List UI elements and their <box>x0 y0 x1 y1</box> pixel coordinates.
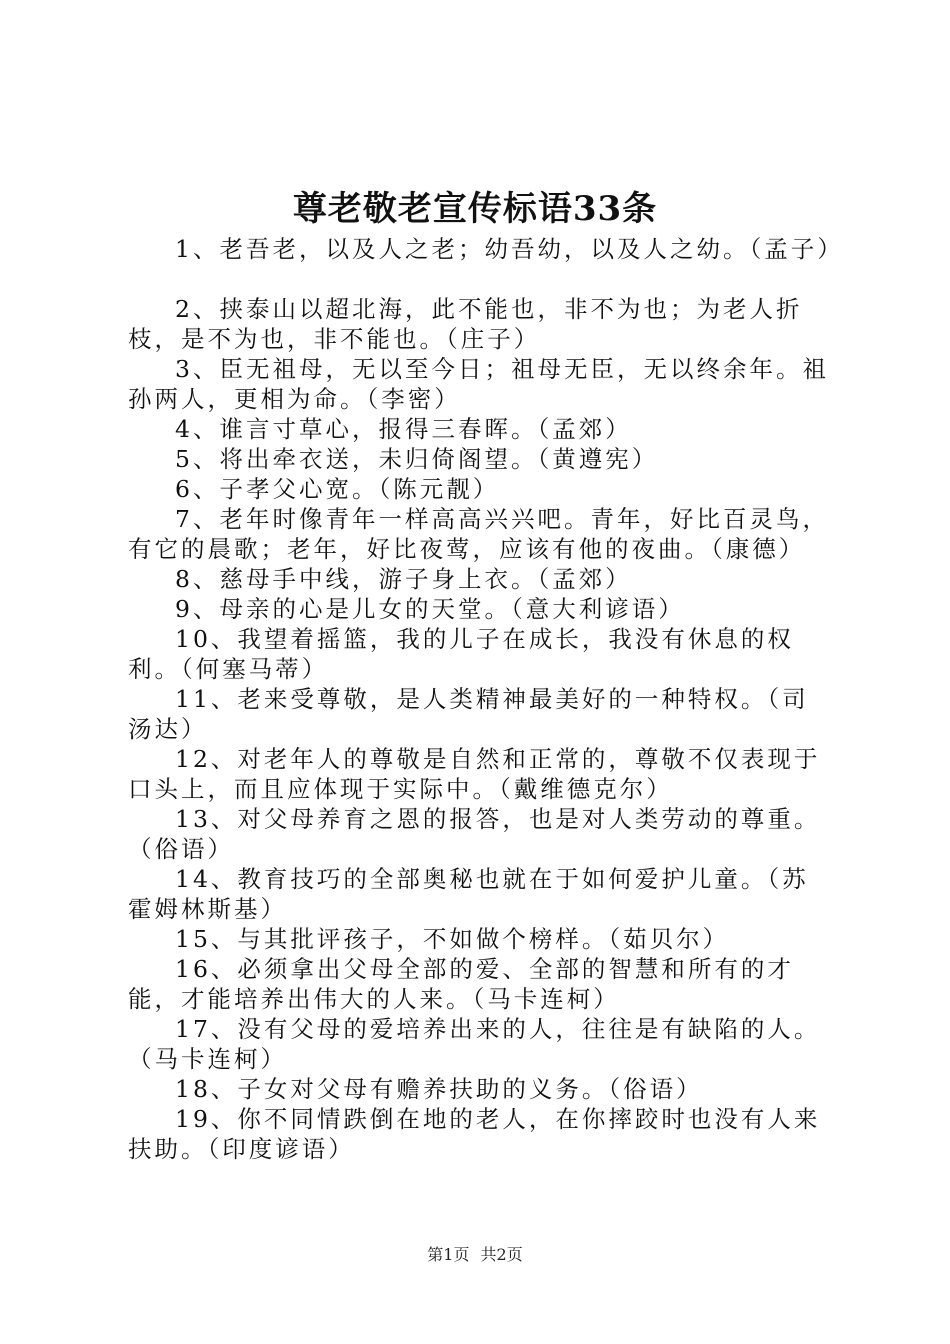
slogan-item-18: 18、子女对父母有赡养扶助的义务。（俗语） <box>175 1075 703 1103</box>
slogan-item-16: 16、必须拿出父母全部的爱、全部的智慧和所有的才能，才能培养出伟大的人来。（马卡连柯） <box>128 955 794 1013</box>
slogan-item-2: 2、挟泰山以超北海，此不能也，非不为也；为老人折枝，是不为也，非不能也。（庄子） <box>128 295 803 353</box>
slogan-item-13: 13、对父母养育之恩的报答，也是对人类劳动的尊重。（俗语） <box>128 805 821 863</box>
slogan-item-15: 15、与其批评孩子，不如做个榜样。（茹贝尔） <box>175 925 730 953</box>
slogan-item-4: 4、谁言寸草心，报得三春晖。（孟郊） <box>175 415 632 443</box>
page-footer <box>0 1244 950 1266</box>
page-number: 第1页 <box>427 1245 470 1264</box>
slogan-item-12: 12、对老年人的尊敬是自然和正常的，尊敬不仅表现于口头上，而且应体现于实际中。（戴维德克尔） <box>128 745 821 803</box>
page-total: 共2页 <box>480 1245 523 1264</box>
slogan-item-17: 17、没有父母的爱培养出来的人，往往是有缺陷的人。（马卡连柯） <box>128 1015 821 1073</box>
slogan-item-9: 9、母亲的心是儿女的天堂。（意大利谚语） <box>175 595 685 623</box>
slogan-item-11: 11、老来受尊敬，是人类精神最美好的一种特权。（司汤达） <box>128 685 809 743</box>
slogan-list <box>128 234 844 1164</box>
slogan-item-8: 8、慈母手中线，游子身上衣。（孟郊） <box>175 565 632 593</box>
slogan-item-1: 1、老吾老，以及人之老；幼吾幼，以及人之幼。（孟子） <box>175 235 844 263</box>
slogan-item-14: 14、教育技巧的全部奥秘也就在于如何爱护儿童。（苏霍姆林斯基） <box>128 865 809 923</box>
slogan-item-10: 10、我望着摇篮，我的儿子在成长，我没有休息的权利。（何塞马蒂） <box>128 625 794 683</box>
slogan-item-7: 7、老年时像青年一样高高兴兴吧。青年，好比百灵鸟，有它的晨歌；老年，好比夜莺，应该有他的夜曲。（康德） <box>128 505 829 563</box>
document-title: 尊老敬老宣传标语33条 <box>292 189 658 229</box>
slogan-item-6: 6、子孝父心宽。（陈元靓） <box>175 475 500 503</box>
slogan-item-19: 19、你不同情跌倒在地的老人，在你摔跤时也没有人来扶助。（印度谚语） <box>128 1105 821 1163</box>
slogan-item-3: 3、臣无祖母，无以至今日；祖母无臣，无以终余年。祖孙两人，更相为命。（李密） <box>128 355 829 413</box>
slogan-item-5: 5、将出牵衣送，未归倚阁望。（黄遵宪） <box>175 445 659 473</box>
